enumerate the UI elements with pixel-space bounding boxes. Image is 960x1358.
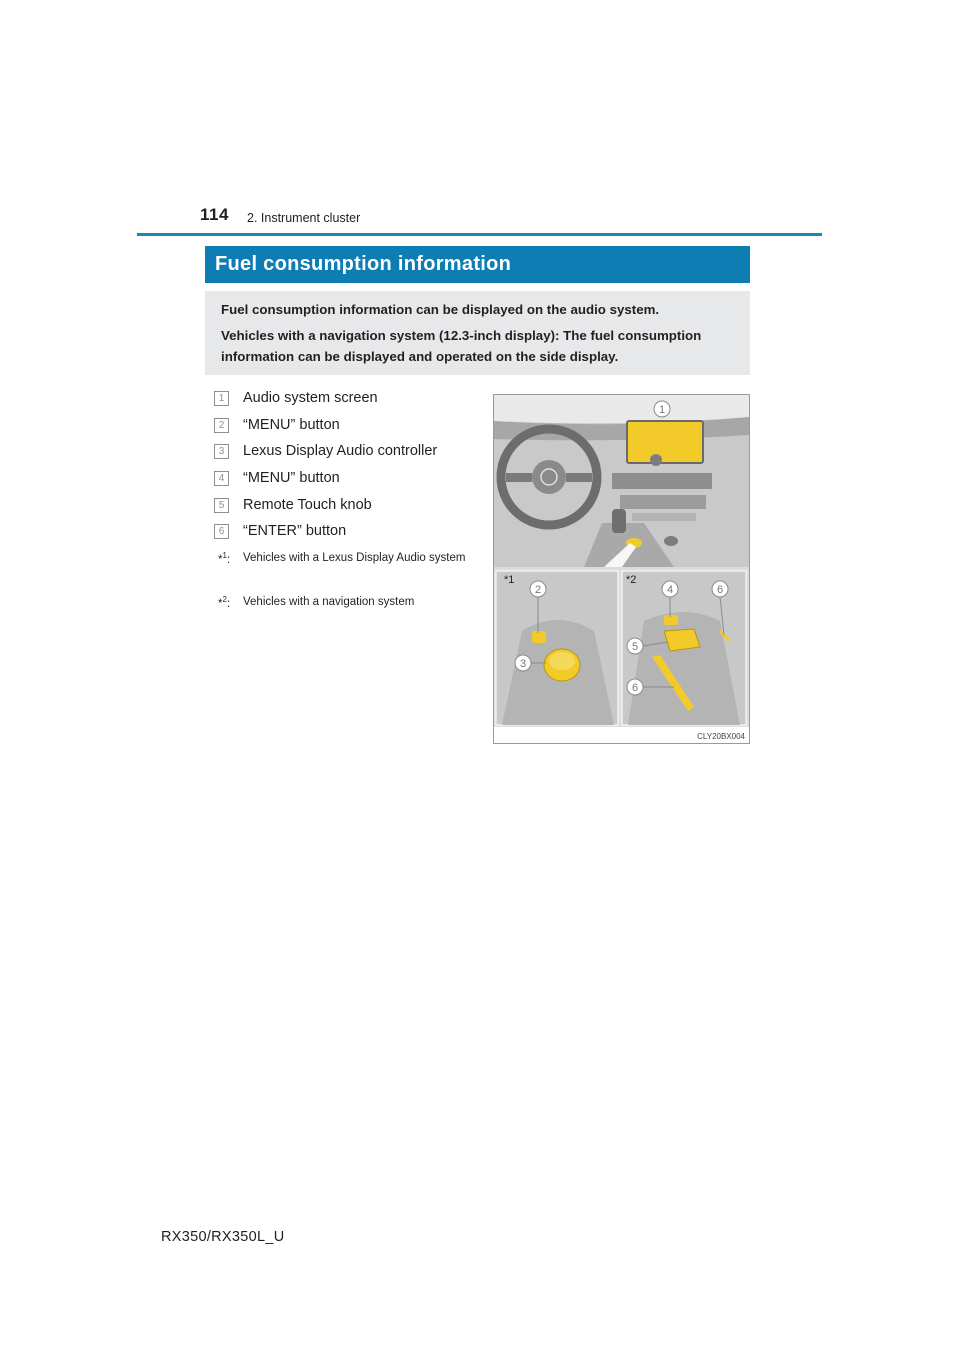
- callout-6-top-number: 6: [716, 584, 724, 596]
- footnote-mark: *$^1$:: [218, 551, 231, 566]
- display-audio-controller-top: [549, 652, 575, 670]
- intro-box: [205, 291, 750, 375]
- callout-1-number: 1: [658, 404, 666, 416]
- legend-number-badge: 3: [214, 444, 229, 459]
- legend-item: [214, 443, 474, 470]
- legend-number-badge: 2: [214, 418, 229, 433]
- intro-paragraph-2: Vehicles with a navigation system (12.3-inch display): The fuel consumption information can be displayed and operated on the side display.: [221, 328, 702, 364]
- remote-touch-knob-highlight: [664, 629, 700, 651]
- legend-number-badge: 4: [214, 471, 229, 486]
- figure-code: CLY20BX004: [697, 732, 745, 741]
- header-rule: [137, 233, 822, 236]
- legend-list: [214, 390, 474, 550]
- legend-item: [214, 497, 474, 524]
- legend-item: [214, 523, 474, 550]
- callout-5-number: 5: [631, 641, 639, 653]
- climate-panel: [620, 495, 706, 509]
- footnote-asterisk: *: [218, 553, 223, 566]
- footer-model: RX350/RX350L_U: [161, 1229, 285, 1245]
- button-row: [632, 513, 696, 521]
- windshield-area: [494, 395, 749, 423]
- dashboard-illustration: [493, 394, 750, 744]
- center-knob: [650, 454, 662, 466]
- steering-spoke-right: [566, 473, 592, 482]
- legend-text: Lexus Display Audio controller: [243, 443, 438, 460]
- footnote-superscript: 2: [222, 595, 227, 604]
- callout-6-bottom-number: 6: [631, 682, 639, 694]
- footnote-mark: *$^2$:: [218, 595, 231, 610]
- inset-label-2: *2: [626, 574, 637, 586]
- legend-text: “MENU” button: [243, 470, 340, 487]
- shift-lever: [612, 509, 626, 533]
- legend-number-badge: 6: [214, 524, 229, 539]
- footnote-superscript: 1: [222, 551, 227, 560]
- center-vents: [612, 473, 712, 489]
- callout-4-number: 4: [666, 584, 674, 596]
- menu-button-highlight: [532, 631, 546, 643]
- intro-paragraph-1: Fuel consumption information can be displayed on the audio system.: [221, 302, 660, 317]
- legend-text: “MENU” button: [243, 416, 340, 433]
- callout-2-number: 2: [534, 584, 542, 596]
- steering-hub: [532, 460, 566, 494]
- legend-item: [214, 470, 474, 497]
- legend-text: Audio system screen: [243, 390, 378, 406]
- callout-3-number: 3: [519, 658, 527, 670]
- legend-text: “ENTER” button: [243, 523, 347, 540]
- legend-item: [214, 417, 474, 444]
- legend-text: Remote Touch knob: [243, 496, 372, 513]
- console-knob: [664, 536, 678, 546]
- legend-number-badge: 1: [214, 391, 229, 406]
- section-title: Fuel consumption information: [205, 246, 750, 283]
- footnote-text: Vehicles with a Lexus Display Audio system: [243, 552, 466, 564]
- dashboard-illustration-svg: [494, 395, 749, 743]
- legend-number-badge: 5: [214, 498, 229, 513]
- steering-spoke-left: [506, 473, 532, 482]
- legend-item: [214, 390, 474, 417]
- menu-button-2-highlight: [664, 615, 678, 625]
- footnote-text: Vehicles with a navigation system: [243, 596, 415, 608]
- audio-system-screen: [627, 421, 703, 463]
- chapter-title: 2. Instrument cluster: [247, 211, 361, 225]
- page-number: 114: [200, 205, 229, 224]
- inset-label-1: *1: [504, 574, 515, 586]
- footnote-asterisk: *: [218, 597, 223, 610]
